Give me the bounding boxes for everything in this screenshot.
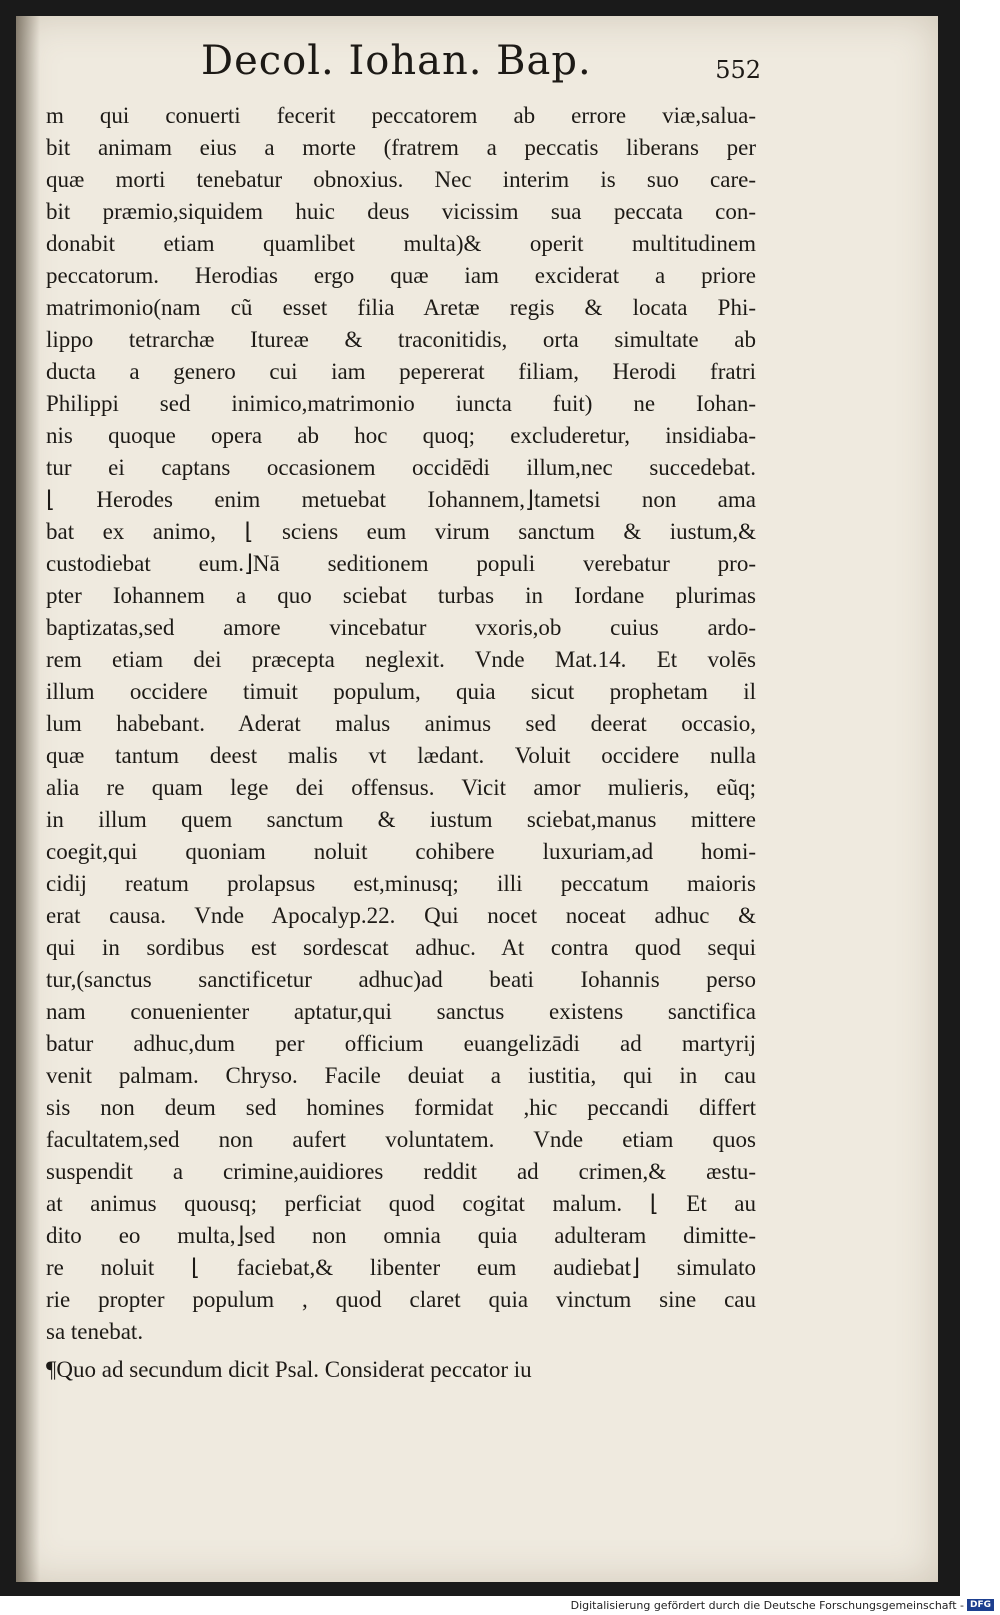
text-line: in illum quem sanctum & iustum sciebat,manus mittere (46, 807, 756, 832)
text-line: suspendit a crimine,auidiores reddit ad crimen,& æstu- (46, 1159, 756, 1184)
text-line: nis quoque opera ab hoc quoq; excluderetur, insidiaba- (46, 423, 756, 448)
text-line: erat causa. Vnde Apocalyp.22. Qui nocet noceat adhuc & (46, 903, 756, 928)
body-text (46, 100, 756, 1386)
text-line: sis non deum sed homines formidat ,hic peccandi differt (46, 1095, 756, 1120)
text-line: quæ tantum deest malis vt lædant. Voluit occidere nulla (46, 743, 756, 768)
text-line: sa tenebat. (46, 1319, 144, 1344)
text-line: bit animam eius a morte (fratrem a peccatis liberans per (46, 135, 756, 160)
text-line: ducta a genero cui iam pepererat filiam, Herodi fratri (46, 359, 756, 384)
footer-credit-text: Digitalisierung gefördert durch die Deutsche Forschungsgemeinschaft - (570, 1598, 964, 1612)
page-header (201, 38, 761, 96)
text-line: facultatem,sed non aufert voluntatem. Vnde etiam quos (46, 1127, 756, 1152)
dfg-logo-icon: DFG (967, 1599, 994, 1611)
text-line: m qui conuerti fecerit peccatorem ab errore viæ,salua- (46, 103, 756, 128)
book-page (16, 16, 938, 1582)
text-line: tur,(sanctus sanctificetur adhuc)ad beati Iohannis perso (46, 967, 756, 992)
text-line: baptizatas,sed amore vincebatur vxoris,ob cuius ardo- (46, 615, 756, 640)
text-line: rie propter populum , quod claret quia vinctum sine cau (46, 1287, 756, 1312)
text-line: pter Iohannem a quo sciebat turbas in Iordane plurimas (46, 583, 756, 608)
running-title: Decol. Iohan. Bap. (201, 38, 592, 84)
text-line: re noluit ⌊ faciebat,& libenter eum audiebat⌋ simulato (46, 1255, 756, 1280)
text-line: ⌊ Herodes enim metuebat Iohannem,⌋tametsi non ama (46, 487, 756, 512)
text-line: lum habebant. Aderat malus animus sed deerat occasio, (46, 711, 756, 736)
text-line: lippo tetrarchæ Itureæ & traconitidis, orta simultate ab (46, 327, 756, 352)
paragraph-start-line: ¶Quo ad secundum dicit Psal. Considerat peccator iu (46, 1357, 532, 1382)
text-line: qui in sordibus est sordescat adhuc. At contra quod sequi (46, 935, 756, 960)
text-line: cidij reatum prolapsus est,minusq; illi peccatum maioris (46, 871, 756, 896)
text-line: illum occidere timuit populum, quia sicut prophetam il (46, 679, 756, 704)
text-line: venit palmam. Chryso. Facile deuiat a iustitia, qui in cau (46, 1063, 756, 1088)
text-line: dito eo multa,⌋sed non omnia quia adulteram dimitte- (46, 1223, 756, 1248)
text-line: peccatorum. Herodias ergo quæ iam exciderat a priore (46, 263, 756, 288)
text-line: matrimonio(nam cũ esset filia Aretæ regis & locata Phi- (46, 295, 756, 320)
text-line: custodiebat eum.⌋Nā seditionem populi verebatur pro- (46, 551, 756, 576)
text-line: coegit,qui quoniam noluit cohibere luxuriam,ad homi- (46, 839, 756, 864)
text-line: nam conuenienter aptatur,qui sanctus existens sanctifica (46, 999, 756, 1024)
page-number: 552 (715, 56, 761, 84)
footer-credit (571, 1598, 994, 1612)
text-line: donabit etiam quamlibet multa)& operit multitudinem (46, 231, 756, 256)
text-line: Philippi sed inimico,matrimonio iuncta fuit) ne Iohan- (46, 391, 756, 416)
text-line: bat ex animo, ⌊ sciens eum virum sanctum & iustum,& (46, 519, 756, 544)
text-line: rem etiam dei præcepta neglexit. Vnde Mat.14. Et volēs (46, 647, 756, 672)
text-line: at animus quousq; perficiat quod cogitat malum. ⌊ Et au (46, 1191, 756, 1216)
text-line: alia re quam lege dei offensus. Vicit amor mulieris, eũq; (46, 775, 756, 800)
text-line: tur ei captans occasionem occidēdi illum,nec succedebat. (46, 455, 756, 480)
text-line: quæ morti tenebatur obnoxius. Nec interim is suo care- (46, 167, 756, 192)
text-line: batur adhuc,dum per officium euangelizādi ad martyrij (46, 1031, 756, 1056)
text-line: bit præmio,siquidem huic deus vicissim sua peccata con- (46, 199, 756, 224)
